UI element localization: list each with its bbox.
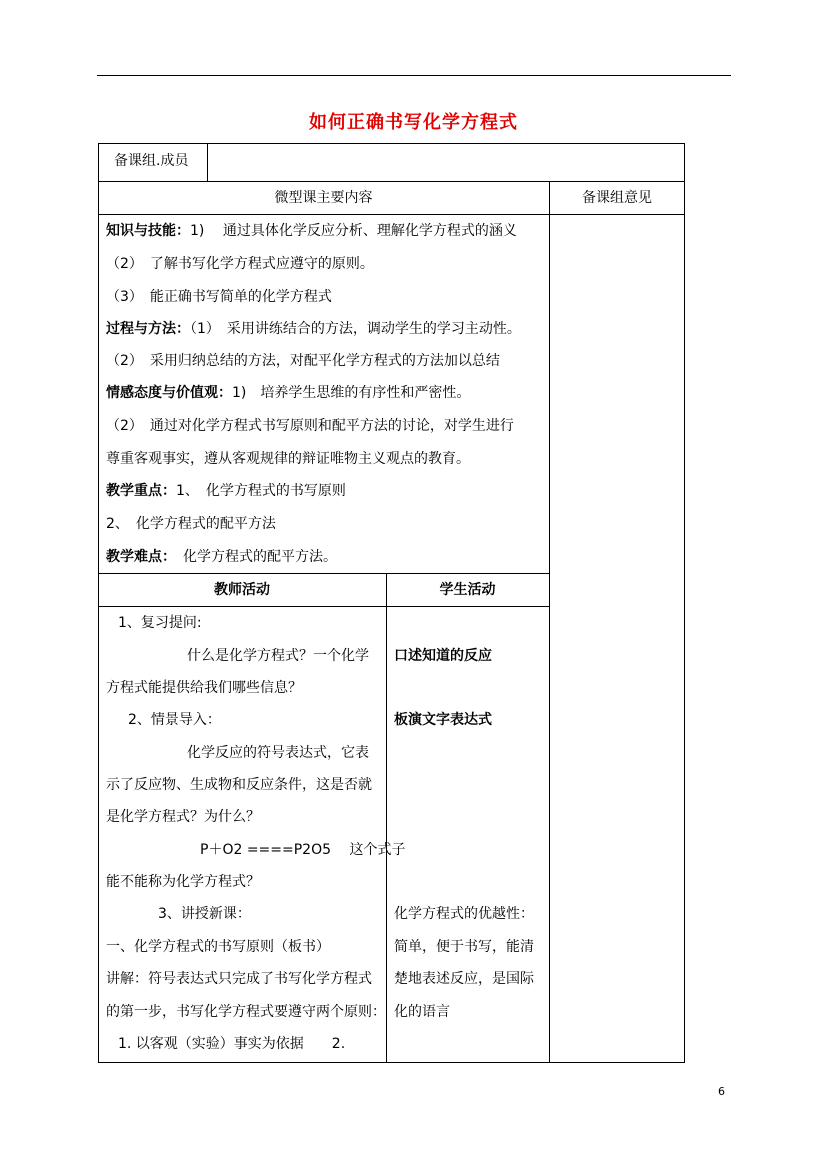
content-line: 尊重客观事实，遵从客观规律的辩证唯物主义观点的教育。 xyxy=(106,451,470,467)
members-label: 备课组.成员 xyxy=(114,153,189,169)
main-content-label: 微型课主要内容 xyxy=(274,190,373,206)
student-line: 口述知道的反应 xyxy=(394,648,492,664)
student-line: 简单，便于书写，能清 xyxy=(394,939,534,955)
content-line: 情感态度与价值观：1) 培养学生思维的有序性和严密性。 xyxy=(106,385,471,401)
content-line: 知识与技能：1) 通过具体化学反应分析、理解化学方程式的涵义 xyxy=(106,223,517,239)
content-line: 教学难点： 化学方程式的配平方法。 xyxy=(106,549,337,565)
content-line: 教学重点：1、 化学方程式的书写原则 xyxy=(106,483,346,499)
content-line: （2） 通过对化学方程式书写原则和配平方法的讨论，对学生进行 xyxy=(106,418,514,434)
teacher-line: 1. 以客观（实验）事实为依据 2. xyxy=(118,1036,346,1052)
teacher-line: 3、讲授新课： xyxy=(158,906,251,922)
teacher-line: P＋O2 ====P2O5 这个式子 xyxy=(200,842,406,858)
student-line: 板演文字表达式 xyxy=(394,712,492,728)
content-line: （2） 采用归纳总结的方法，对配平化学方程式的方法加以总结 xyxy=(106,353,500,369)
student-line: 楚地表述反应，是国际 xyxy=(394,971,534,987)
lesson-table xyxy=(98,143,685,1063)
teacher-activity-header: 教师活动 xyxy=(214,582,270,598)
teacher-line: 示了反应物、生成物和反应条件，这是否就 xyxy=(106,777,372,793)
teacher-line: 是化学方程式？为什么？ xyxy=(106,809,260,825)
teacher-line: 1、复习提问: xyxy=(118,615,202,631)
content-line: （2） 了解书写化学方程式应遵守的原则。 xyxy=(106,256,374,272)
student-line: 化学方程式的优越性： xyxy=(394,906,534,922)
content-line: 2、 化学方程式的配平方法 xyxy=(106,516,276,532)
teacher-line: 化学反应的符号表达式，它表 xyxy=(187,745,369,761)
content-line: （3） 能正确书写简单的化学方程式 xyxy=(106,289,332,305)
opinion-label: 备课组意见 xyxy=(582,190,652,206)
content-line: 过程与方法：（1） 采用讲练结合的方法，调动学生的学习主动性。 xyxy=(106,321,521,337)
teacher-line: 2、情景导入： xyxy=(128,712,221,728)
student-activity-header: 学生活动 xyxy=(439,582,496,598)
header-rule xyxy=(97,75,731,76)
student-line: 化的语言 xyxy=(394,1004,450,1020)
page-title: 如何正确书写化学方程式 xyxy=(309,112,518,133)
teacher-line: 什么是化学方程式？一个化学 xyxy=(187,648,369,664)
teacher-line: 方程式能提供给我们哪些信息？ xyxy=(106,680,302,696)
teacher-line: 能不能称为化学方程式？ xyxy=(106,874,260,890)
teacher-line: 的第一步，书写化学方程式要遵守两个原则： xyxy=(106,1004,386,1020)
page-number: 6 xyxy=(718,1085,725,1098)
teacher-line: 一、化学方程式的书写原则（板书） xyxy=(106,939,330,955)
teacher-line: 讲解：符号表达式只完成了书写化学方程式 xyxy=(106,971,372,987)
